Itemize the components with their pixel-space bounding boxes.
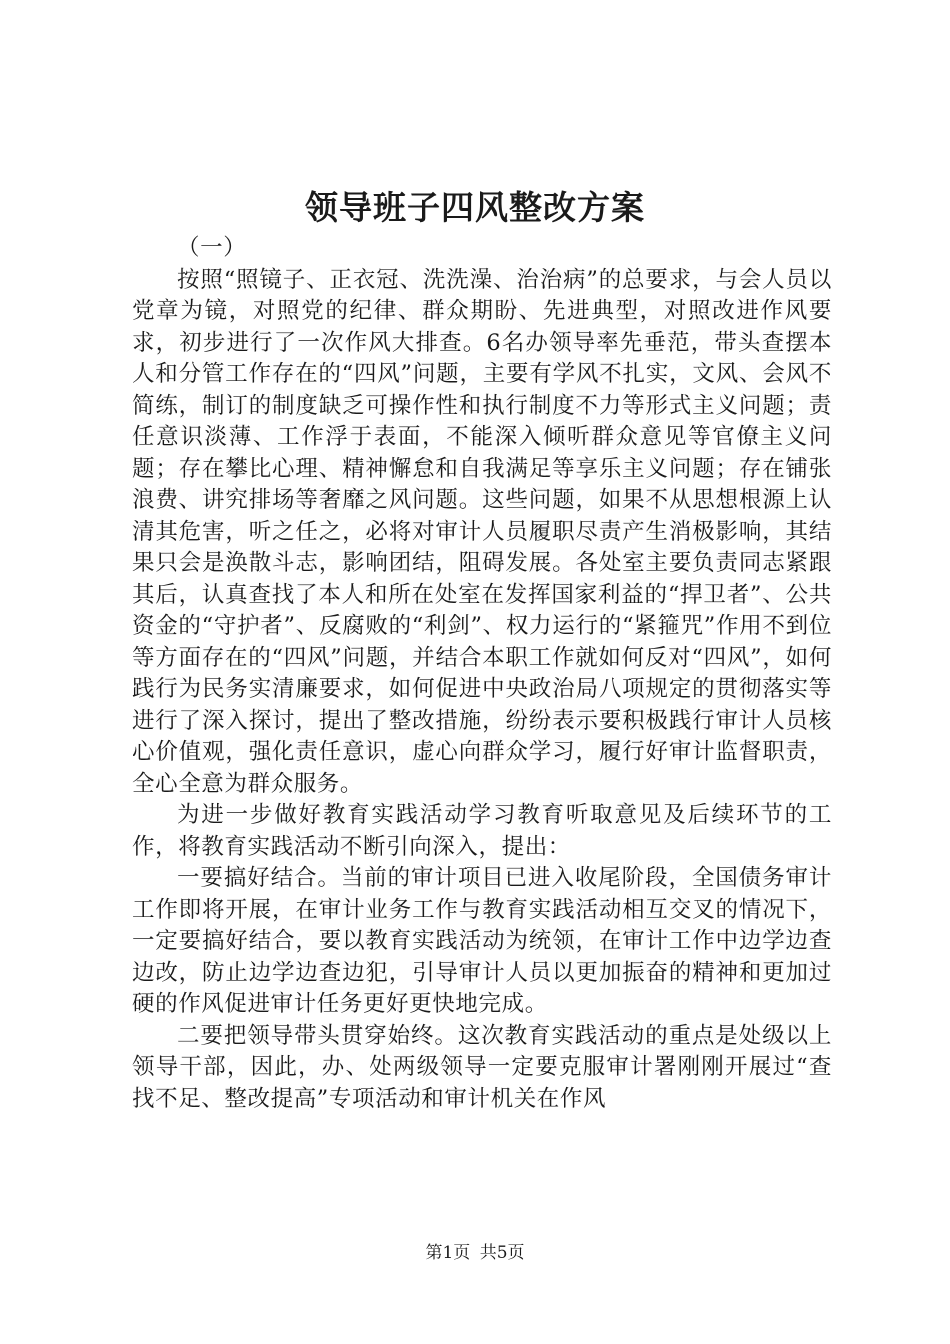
page-total: 共5页 — [479, 1243, 525, 1263]
page-footer — [0, 1242, 950, 1264]
paragraph-4: 二要把领导带头贯穿始终。这次教育实践活动的重点是处级以上领导干部，因此，办、处两级领导一定要克服审计署刚刚开展过“查找不足、整改提高”专项活动和审计机关在作风 — [132, 1022, 832, 1112]
page-number: 第1页 — [425, 1243, 471, 1263]
paragraph-1: 按照“照镜子、正衣冠、洗洗澡、治治病”的总要求，与会人员以党章为镜，对照党的纪律、群众期盼、先进典型，对照改进作风要求，初步进行了一次作风大排查。6名办领导率先垂范，带头查摆本人和分管工作存在的“四风”问题，主要有学风不扎实，文风、会风不简练，制订的制度缺乏可操作性和执行制度不力等形式主义问题；责任意识淡薄、工作浮于表面，不能深入倾听群众意见等官僚主义问题；存在攀比心理、精神懈怠和自我满足等享乐主义问题；存在铺张浪费、讲究排场等奢靡之风问题。这些问题，如果不从思想根源上认清其危害，听之任之，必将对审计人员履职尽责产生消极影响，其结果只会是涣散斗志，影响团结，阻碍发展。各处室主要负责同志紧跟其后，认真查找了本人和所在处室在发挥国家利益的“捍卫者”、公共资金的“守护者”、反腐败的“利剑”、权力运行的“紧箍咒”作用不到位等方面存在的“四风”问题，并结合本职工作就如何反对“四风”，如何践行为民务实清廉要求，如何促进中央政治局八项规定的贯彻落实等进行了深入探讨，提出了整改措施，纷纷表示要积极践行审计人员核心价值观，强化责任意识，虚心向群众学习，履行好审计监督职责，全心全意为群众服务。 — [132, 266, 832, 797]
document-body — [132, 233, 832, 1115]
document-title: 领导班子四风整改方案 — [305, 188, 645, 227]
paragraph-3: 一要搞好结合。当前的审计项目已进入收尾阶段，全国债务审计工作即将开展，在审计业务工作与教育实践活动相互交叉的情况下，一定要搞好结合，要以教育实践活动为统领，在审计工作中边学边查边改，防止边学边查边犯，引导审计人员以更加振奋的精神和更加过硬的作风促进审计任务更好更快地完成。 — [132, 865, 832, 1017]
paragraph-2: 为进一步做好教育实践活动学习教育听取意见及后续环节的工作，将教育实践活动不断引向深入，提出： — [132, 802, 832, 860]
section-marker: （一） — [177, 235, 247, 261]
